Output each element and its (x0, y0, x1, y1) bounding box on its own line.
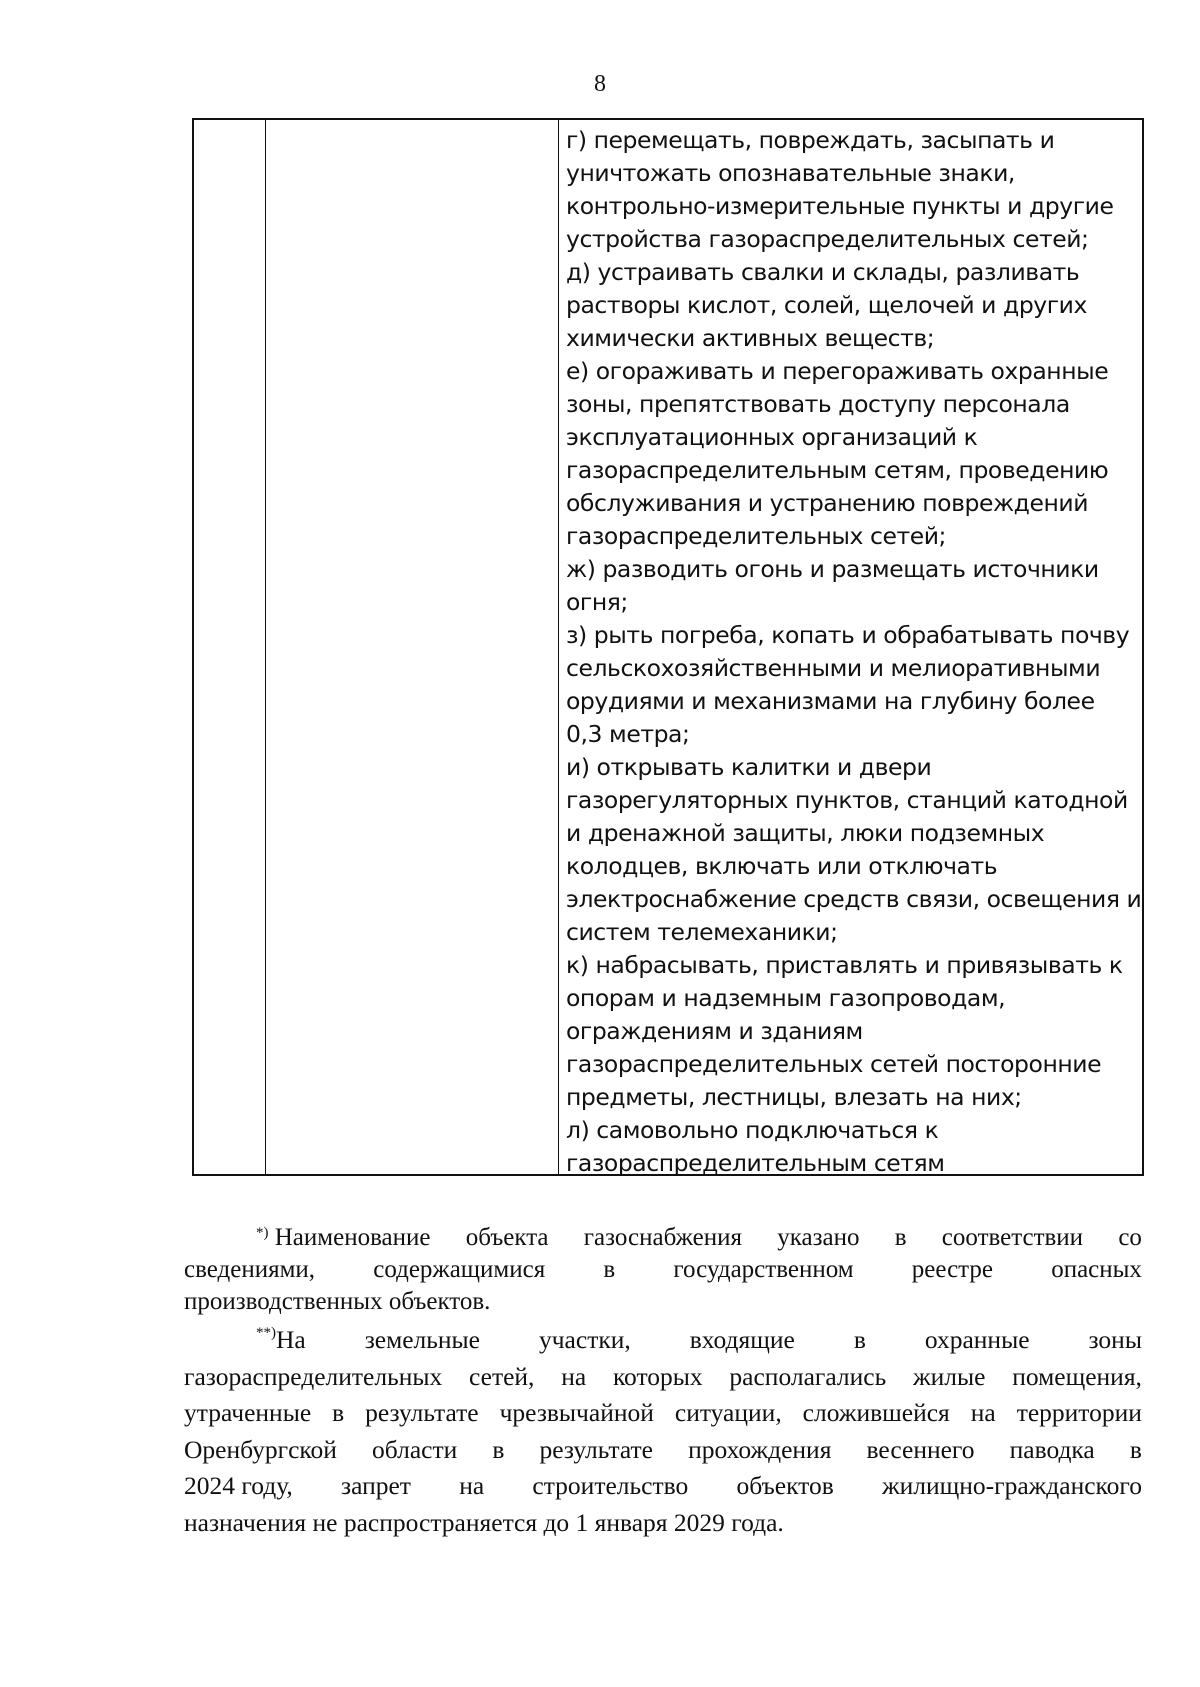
footnote-word-text: строительство (532, 1471, 689, 1500)
footnote-word (867, 1432, 975, 1469)
footnote-word (675, 1395, 782, 1432)
footnote-word (184, 1286, 490, 1318)
footnote-word-text: утраченные (184, 1398, 312, 1427)
footnote-word-text: входящие (689, 1325, 795, 1354)
footnote-2 (184, 1322, 1142, 1541)
footnote-line (184, 1322, 1142, 1359)
footnote-word (561, 1359, 586, 1396)
footnote-line (184, 1395, 1142, 1432)
cell-line: е) огораживать и перегораживать охранные (566, 357, 1109, 385)
footnote-word (469, 1359, 534, 1396)
cell-line: систем телемеханики; (566, 918, 838, 946)
footnote-word-text: соответствии (941, 1224, 1084, 1251)
footnote-word (854, 1322, 866, 1359)
footnote-word (803, 1395, 950, 1432)
footnote-word (690, 1322, 795, 1359)
footnote-word (925, 1322, 1030, 1359)
footnote-word (184, 1395, 311, 1432)
footnote-word-text: на (970, 1398, 996, 1427)
footnote-word (777, 1222, 859, 1254)
footnote-word-text: объекта (465, 1224, 549, 1251)
footnote-word-text: результате (365, 1398, 479, 1427)
footnote-word (492, 1432, 504, 1469)
footnote-word (184, 1254, 315, 1286)
footnote-word (466, 1222, 549, 1254)
footnote-line (184, 1254, 1142, 1286)
footnote-word-text: со (1118, 1224, 1142, 1251)
footnote-word-text: земельные (364, 1325, 481, 1354)
cell-line: к) набрасывать, приставлять и привязывать к (566, 951, 1123, 979)
cell-line: растворы кислот, солей, щелочей и других (566, 291, 1087, 319)
cell-line: газораспределительных сетей; (566, 522, 947, 550)
footnote-word-text: весеннего (866, 1434, 975, 1464)
footnote-word-text: сетей, (469, 1361, 535, 1391)
footnote-word (1051, 1254, 1142, 1286)
cell-line: сельскохозяйственными и мелиоративными (566, 654, 1101, 682)
footnote-word (539, 1432, 653, 1469)
footnote-word (373, 1254, 545, 1286)
footnote-word (500, 1395, 654, 1432)
footnote-word-text: в (603, 1256, 616, 1283)
footnote-word-text: опасных (1051, 1256, 1142, 1283)
footnote-line (184, 1286, 1142, 1318)
footnote-word (365, 1395, 479, 1432)
footnote-word-text: указано (777, 1224, 860, 1251)
footnote-word-text: ситуации, (674, 1398, 782, 1427)
cell-line: орудиями и механизмами на глубину более (566, 687, 1095, 715)
cell-line: колодцев, включать или отключать (566, 852, 998, 880)
cell-line: и) открывать калитки и двери (566, 753, 932, 781)
footnote-word-text: прохождения (688, 1434, 832, 1464)
footnote-word (459, 1468, 484, 1505)
footnote-word (942, 1222, 1083, 1254)
footnote-word (971, 1395, 996, 1432)
footnote-word (1012, 1359, 1142, 1396)
cell-line: газораспределительных сетей посторонние (566, 1050, 1102, 1078)
footnote-line (184, 1432, 1142, 1469)
footnote-word (1089, 1322, 1142, 1359)
footnote-word-text: располагались (729, 1361, 887, 1391)
cell-line: з) рыть погреба, копать и обрабатывать почву (566, 621, 1130, 649)
cell-line: обслуживания и устранению повреждений (566, 489, 1089, 517)
footnote-word-text: сложившейся (802, 1398, 950, 1427)
footnote-line (184, 1359, 1142, 1396)
cell-line: эксплуатационных организаций к (566, 423, 978, 451)
page-number: 8 (594, 71, 606, 97)
footnote-word (895, 1222, 907, 1254)
footnote-word (184, 1432, 337, 1469)
footnote-word-text: запрет (341, 1471, 411, 1500)
cell-line: химически активных веществ; (566, 324, 935, 352)
footnote-word-text: в (1129, 1434, 1142, 1464)
footnote-word-text: результате (539, 1434, 653, 1464)
footnote-marker: **) (256, 1325, 276, 1341)
footnote-word (613, 1359, 703, 1396)
footnote-word-text: на (459, 1471, 485, 1500)
footnote-word (729, 1359, 886, 1396)
footnote-word (913, 1359, 985, 1396)
footnote-line (184, 1505, 1142, 1542)
footnote-word-text: 2024 году, (184, 1471, 293, 1500)
footnote-word (882, 1468, 1142, 1505)
footnote-word-text: объектов (736, 1471, 834, 1500)
footnote-word-text: жилищно-гражданского (881, 1471, 1142, 1500)
footnote-word-text: участки, (538, 1325, 631, 1354)
footnote-word (912, 1254, 993, 1286)
footnote-word-text: газораспределительных (184, 1361, 443, 1391)
footnote-word (1118, 1222, 1142, 1254)
cell-line: 0,3 метра; (566, 720, 690, 748)
footnote-word (256, 1222, 431, 1254)
footnote-word-text: помещения, (1012, 1361, 1142, 1391)
footnote-word-text: сведениями, (184, 1256, 316, 1283)
footnote-word-text: паводка (1009, 1434, 1095, 1464)
footnote-word (539, 1322, 631, 1359)
cell-line: и дренажной защиты, люки подземных (566, 819, 1045, 847)
footnote-marker: *) (256, 1225, 269, 1241)
cell-line: д) устраивать свалки и склады, разливать (566, 258, 1080, 286)
footnote-word (341, 1468, 411, 1505)
cell-line: газораспределительным сетям, проведению (566, 456, 1109, 484)
cell-line: ограждениям и зданиям (566, 1017, 863, 1045)
footnote-word-text: государственном (673, 1256, 854, 1283)
footnote-word-text: области (372, 1434, 458, 1464)
footnote-word (1130, 1432, 1142, 1469)
table-column-divider-2 (558, 120, 559, 1174)
restrictions-cell (566, 124, 1142, 1180)
footnote-word-text: содержащимися (373, 1256, 546, 1283)
footnote-word (673, 1254, 853, 1286)
footnote-word-text: на (561, 1361, 587, 1391)
footnote-line (184, 1468, 1142, 1505)
requirements-table (192, 118, 1144, 1176)
table-column-divider-1 (265, 120, 266, 1174)
cell-line: предметы, лестницы, влезать на них; (566, 1083, 1022, 1111)
footnote-word-text: в (492, 1434, 505, 1464)
footnote-word (332, 1395, 344, 1432)
footnote-word (584, 1222, 742, 1254)
footnote-word (736, 1468, 833, 1505)
footnote-word-text: в (894, 1224, 907, 1251)
footnote-word (184, 1505, 784, 1542)
footnote-word-text: газоснабжения (583, 1224, 742, 1251)
footnote-word (256, 1322, 306, 1359)
footnote-1 (184, 1222, 1142, 1318)
footnote-word (688, 1432, 831, 1469)
cell-line: л) самовольно подключаться к (566, 1116, 939, 1144)
footnote-word-text: которых (612, 1361, 703, 1391)
footnote-word-text: производственных объектов. (184, 1288, 491, 1315)
footnote-word-text: чрезвычайной (499, 1398, 654, 1427)
cell-line: огня; (566, 588, 628, 616)
footnote-word-text: охранные (924, 1325, 1030, 1354)
footnote-word-text: Наименование (268, 1224, 431, 1251)
cell-line: газорегуляторных пунктов, станций катодной (566, 786, 1128, 814)
footnote-word (365, 1322, 480, 1359)
cell-line: ж) разводить огонь и размещать источники (566, 555, 1099, 583)
footnote-word-text: Оренбургской (184, 1434, 337, 1464)
cell-line: опорам и надземным газопроводам, (566, 984, 1006, 1012)
footnote-word (372, 1432, 457, 1469)
cell-line: устройства газораспределительных сетей; (566, 225, 1089, 253)
footnote-word-text: в (853, 1325, 866, 1354)
footnote-word-text: зоны (1088, 1325, 1142, 1354)
footnote-word-text: реестре (911, 1256, 993, 1283)
footnote-word (1010, 1432, 1095, 1469)
cell-line: г) перемещать, повреждать, засыпать и (566, 126, 1055, 154)
cell-line: контрольно-измерительные пункты и другие (566, 192, 1114, 220)
footnote-word (603, 1254, 615, 1286)
footnote-word-text: в (332, 1398, 345, 1427)
footnote-word-text: На (276, 1325, 306, 1354)
footnote-word (184, 1468, 293, 1505)
footnote-word-text: жилые (912, 1361, 986, 1391)
cell-line: зоны, препятствовать доступу персонала (566, 390, 1070, 418)
cell-line: электроснабжение средств связи, освещения и (566, 885, 1142, 913)
footnote-line (184, 1222, 1142, 1254)
footnote-word (532, 1468, 688, 1505)
cell-line: газораспределительным сетям (566, 1149, 945, 1177)
footnote-word (1017, 1395, 1142, 1432)
footnotes (184, 1222, 1142, 1541)
footnote-word (184, 1359, 442, 1396)
footnote-word-text: назначения не распространяется до 1 января 2029 года. (184, 1507, 784, 1537)
footnote-word-text: территории (1016, 1398, 1142, 1427)
cell-line: уничтожать опознавательные знаки, (566, 159, 1015, 187)
